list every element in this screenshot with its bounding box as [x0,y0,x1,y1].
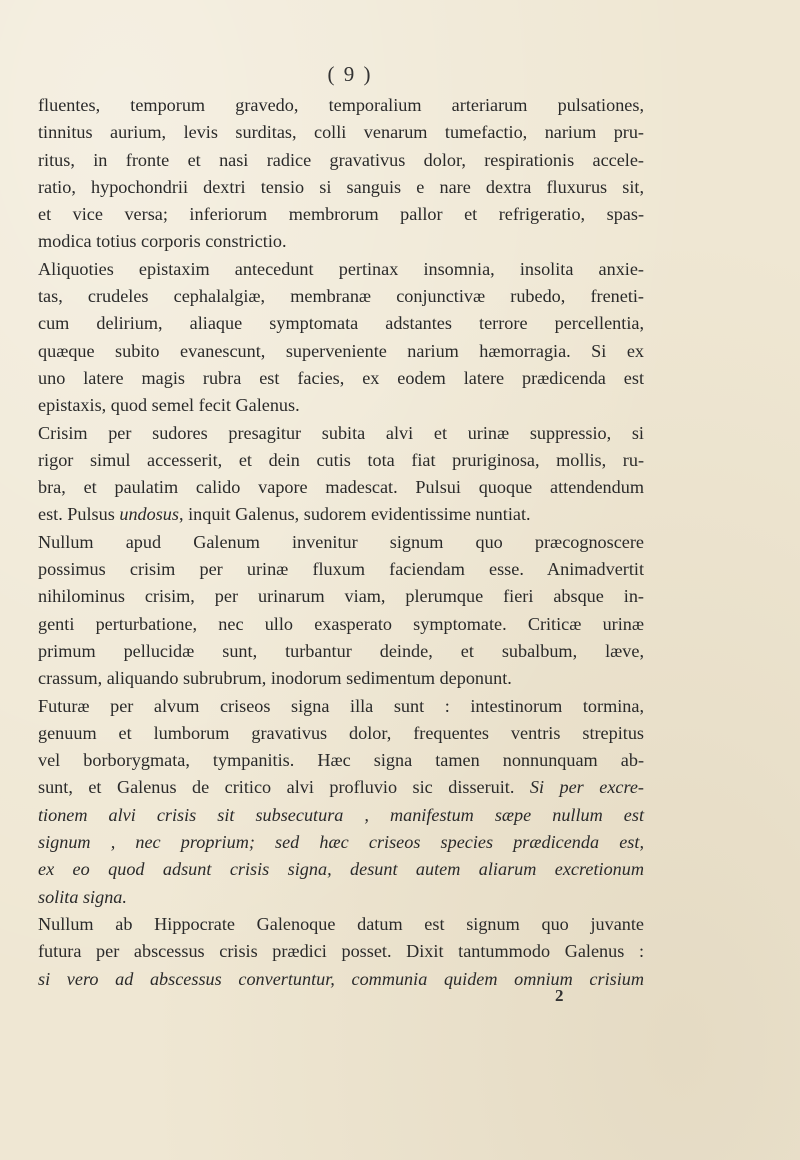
text-line: genti perturbatione, nec ullo exasperato symptomate. Criticæ urinæ [38,613,644,634]
text-line: crassum, aliquando subrubrum, inodorum sedimentum deponunt. [38,668,512,689]
page-number: ( 9 ) [327,62,373,86]
text-line: ritus, in fronte et nasi radice gravativus dolor, respirationis accele- [38,149,644,170]
text-line [38,884,644,911]
text-span: est. Pulsus [38,504,120,525]
text-line: Nullum ab Hippocrate Galenoque datum est signum quo juvante [38,913,644,934]
text-line: nihilominus crisim, per urinarum viam, plerumque fieri absque in- [38,586,644,607]
text-line: futura per abscessus crisis prædici posset. Dixit tantummodo Galenus : [38,941,644,962]
text-line: possimus crisim per urinæ fluxum faciendam esse. Animadvertit [38,559,644,580]
text-line: genuum et lumborum gravativus dolor, frequentes ventris strepitus [38,722,644,743]
text-line [38,802,644,829]
text-line [38,966,644,993]
text-line: ratio, hypochondrii dextri tensio si sanguis e nare dextra fluxurus sit, [38,176,644,197]
italic-quote: ex eo quod adsunt crisis signa, desunt autem aliarum excretionum [38,859,644,880]
text-line: epistaxis, quod semel fecit Galenus. [38,395,300,416]
text-line: vel borborygmata, tympanitis. Hæc signa tamen nonnunquam ab- [38,750,644,771]
text-line [38,829,644,856]
text-line: Aliquoties epistaxim antecedunt pertinax insomnia, insolita anxie- [38,258,644,279]
text-line: Futuræ per alvum criseos signa illa sunt : intestinorum tormina, [38,695,644,716]
italic-quote: signum , nec proprium; sed hæc criseos species prædicenda est, [38,832,644,853]
body-text [38,92,644,993]
text-line: Nullum apud Galenum invenitur signum quo præcognoscere [38,531,644,552]
text-line: quæque subito evanescunt, superveniente narium hæmorragia. Si ex [38,340,644,361]
italic-quote: tionem alvi crisis sit subsecutura , manifestum sæpe nullum est [38,804,644,825]
italic-quote: solita signa. [38,886,127,907]
text-span: , inquit Galenus, sudorem evidentissime nuntiat. [178,504,531,525]
text-line [38,856,644,883]
text-line: modica totius corporis constrictio. [38,231,287,252]
text-line: Crisim per sudores presagitur subita alvi et urinæ suppressio, si [38,422,644,443]
text-line: uno latere magis rubra est facies, ex eodem latere prædicenda est [38,367,644,388]
text-line [38,774,644,801]
text-line: rigor simul accesserit, et dein cutis tota fiat pruriginosa, mollis, ru- [38,449,644,470]
text-line [38,501,644,528]
text-line: tas, crudeles cephalalgiæ, membranæ conjunctivæ rubedo, freneti- [38,286,644,307]
text-span: sunt, et Galenus de critico alvi profluvio sic disseruit. [38,777,530,798]
text-line: cum delirium, aliaque symptomata adstantes terrore percellentia, [38,313,644,334]
text-line: et vice versa; inferiorum membrorum pallor et refrigeratio, spas- [38,204,644,225]
text-line: fluentes, temporum gravedo, temporalium arteriarum pulsationes, [38,95,644,115]
italic-quote: si vero ad abscessus convertuntur, communia quidem omnium crisium [38,968,644,989]
text-line: bra, et paulatim calido vapore madescat. Pulsui quoque attendendum [38,477,644,498]
italic-quote: undosus [119,504,179,525]
text-line: primum pellucidæ sunt, turbantur deinde, et subalbum, læve, [38,640,644,661]
text-line: tinnitus aurium, levis surditas, colli venarum tumefactio, narium pru- [38,122,644,143]
signature-mark: 2 [555,986,564,1005]
italic-quote: Si per excre- [529,777,644,798]
